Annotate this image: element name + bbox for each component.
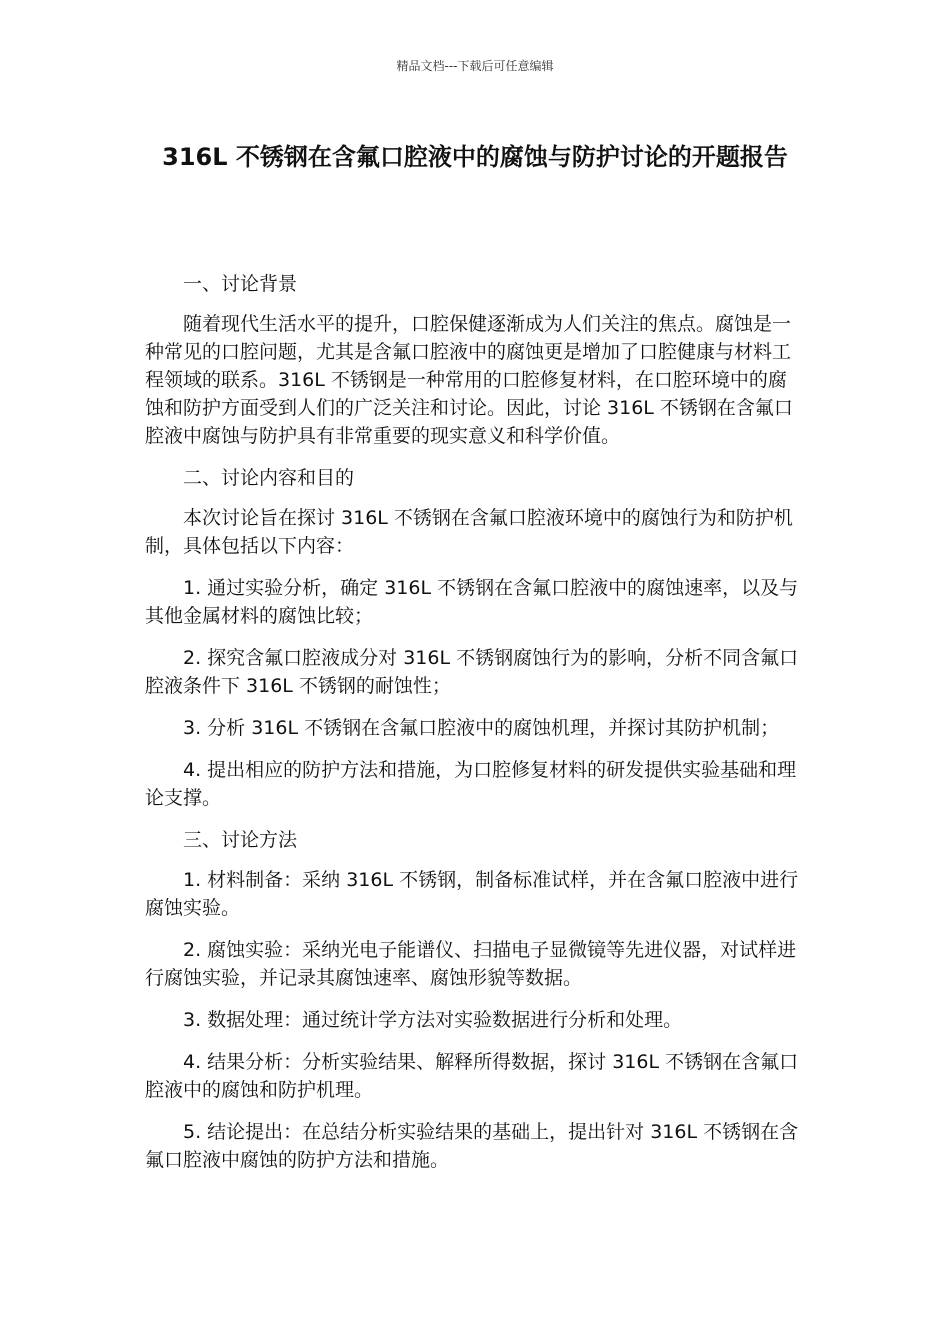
method-item: 5. 结论提出：在总结分析实验结果的基础上，提出针对 316L 不锈钢在含氟口腔液中腐蚀的防护方法和措施。 [145,1121,799,1171]
section-heading-content: 二、讨论内容和目的 [183,467,355,489]
section-heading-method: 三、讨论方法 [183,829,298,851]
content-item: 2. 探究含氟口腔液成分对 316L 不锈钢腐蚀行为的影响，分析不同含氟口腔液条件下 316L 不锈钢的耐蚀性； [145,647,799,697]
document-body [145,270,805,1188]
content-item: 3. 分析 316L 不锈钢在含氟口腔液中的腐蚀机理，并探讨其防护机制； [183,717,780,739]
method-item: 1. 材料制备：采纳 316L 不锈钢，制备标准试样，并在含氟口腔液中进行腐蚀实验。 [145,869,799,919]
header-note: 精品文档---下载后可任意编辑 [396,59,554,73]
method-item: 3. 数据处理：通过统计学方法对实验数据进行分析和处理。 [183,1009,683,1031]
document-title: 316L 不锈钢在含氟口腔液中的腐蚀与防护讨论的开题报告 [162,143,788,171]
content-intro-paragraph: 本次讨论旨在探讨 316L 不锈钢在含氟口腔液环境中的腐蚀行为和防护机制，具体包括以下内容： [145,507,793,557]
background-paragraph: 随着现代生活水平的提升，口腔保健逐渐成为人们关注的焦点。腐蚀是一种常见的口腔问题，尤其是含氟口腔液中的腐蚀更是增加了口腔健康与材料工程领域的联系。316L 不锈钢是一种常用的口腔修复材料，在口腔环境中的腐蚀和防护方面受到人们的广泛关注和讨论。因此，讨论 316L 不锈钢在含氟口腔液中腐蚀与防护具有非常重要的现实意义和科学价值。 [145,313,793,447]
content-item: 4. 提出相应的防护方法和措施，为口腔修复材料的研发提供实验基础和理论支撑。 [145,759,797,809]
content-item: 1. 通过实验分析，确定 316L 不锈钢在含氟口腔液中的腐蚀速率，以及与其他金属材料的腐蚀比较； [145,577,799,627]
section-heading-background: 一、讨论背景 [183,273,298,295]
method-item: 4. 结果分析：分析实验结果、解释所得数据，探讨 316L 不锈钢在含氟口腔液中的腐蚀和防护机理。 [145,1051,799,1101]
method-item: 2. 腐蚀实验：采纳光电子能谱仪、扫描电子显微镜等先进仪器，对试样进行腐蚀实验，并记录其腐蚀速率、腐蚀形貌等数据。 [145,939,797,989]
